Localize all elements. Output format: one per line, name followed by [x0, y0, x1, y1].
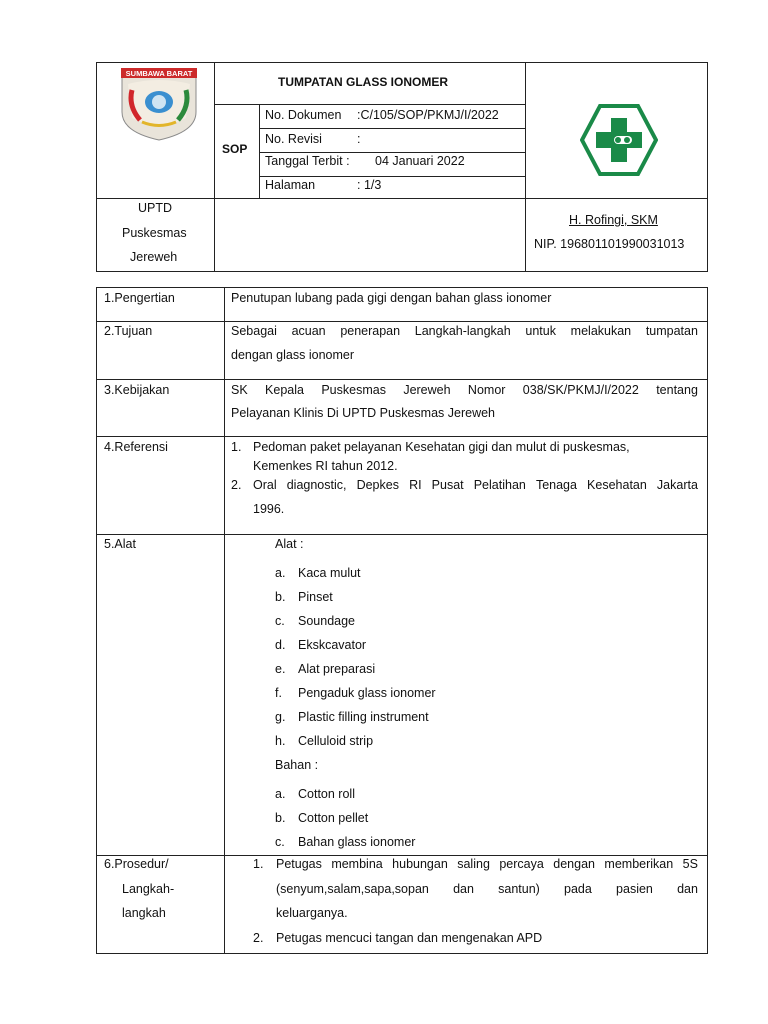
prosedur-label-3: langkah — [122, 906, 166, 920]
list-item: Alat preparasi — [298, 662, 376, 676]
alat-heading: Alat : — [275, 537, 304, 551]
unit-line-2: Puskesmas — [122, 226, 187, 240]
puskesmas-logo — [580, 104, 658, 176]
list-item: Cotton pellet — [298, 811, 369, 825]
revision-value: : — [357, 132, 361, 146]
list-item: Plastic filling instrument — [298, 710, 429, 724]
procedure-1-line-2: (senyum,salam,sapa,sopan dan santun) pada pasien dan — [276, 882, 698, 896]
page-value: : 1/3 — [357, 178, 382, 192]
procedure-2-text: Petugas mencuci tangan dan mengenakan APD — [276, 931, 543, 945]
tujuan-line-1: Sebagai acuan penerapan Langkah-langkah untuk melakukan tumpatan — [231, 324, 698, 338]
revision-label: No. Revisi — [265, 132, 322, 146]
sop-label: SOP — [222, 142, 248, 156]
list-item-number: a. — [275, 566, 286, 580]
pengertian-label: 1.Pengertian — [104, 291, 175, 305]
list-item-number: d. — [275, 638, 286, 652]
page-label: Halaman — [265, 178, 316, 192]
unit-line-1: UPTD — [138, 201, 173, 215]
list-item: Pinset — [298, 590, 333, 604]
list-item-number: a. — [275, 787, 286, 801]
signer-name: H. Rofingi, SKM — [569, 213, 658, 227]
prosedur-label-1: 6.Prosedur/ — [104, 857, 169, 871]
ref-1-number: 1. — [231, 440, 242, 454]
procedure-2-number: 2. — [253, 931, 264, 945]
list-item-number: b. — [275, 590, 286, 604]
list-item-number: c. — [275, 614, 285, 628]
list-item: Bahan glass ionomer — [298, 835, 416, 849]
procedure-1-line-1: Petugas membina hubungan saling percaya dengan memberikan 5S — [276, 857, 698, 871]
list-item: Kaca mulut — [298, 566, 361, 580]
referensi-label: 4.Referensi — [104, 440, 168, 454]
list-item-number: b. — [275, 811, 286, 825]
sumbawa-barat-logo — [118, 66, 200, 142]
ref-2-line-2: 1996. — [253, 502, 285, 516]
list-item: Pengaduk glass ionomer — [298, 686, 436, 700]
ref-1-line-1: Pedoman paket pelayanan Kesehatan gigi dan mulut di puskesmas, — [253, 440, 630, 454]
kebijakan-line-2: Pelayanan Klinis Di UPTD Puskesmas Jereweh — [231, 406, 495, 420]
list-item: Cotton roll — [298, 787, 355, 801]
ref-2-line-1: Oral diagnostic, Depkes RI Pusat Pelatihan Tenaga Kesehatan Jakarta — [253, 478, 698, 492]
unit-line-3: Jereweh — [130, 250, 178, 264]
doc-number-value: :C/105/SOP/PKMJ/I/2022 — [357, 108, 499, 122]
tujuan-label: 2.Tujuan — [104, 324, 153, 338]
procedure-1-line-3: keluarganya. — [276, 906, 348, 920]
bahan-heading: Bahan : — [275, 758, 319, 772]
tujuan-line-2: dengan glass ionomer — [231, 348, 354, 362]
list-item-number: e. — [275, 662, 286, 676]
signer-nip: NIP. 196801101990031013 — [534, 237, 685, 251]
pengertian-text: Penutupan lubang pada gigi dengan bahan glass ionomer — [231, 291, 552, 305]
list-item: Soundage — [298, 614, 356, 628]
list-item-number: f. — [275, 686, 282, 700]
list-item: Ekskcavator — [298, 638, 367, 652]
list-item-number: g. — [275, 710, 286, 724]
ref-2-number: 2. — [231, 478, 242, 492]
doc-number-label: No. Dokumen — [265, 108, 342, 122]
logo-banner-text: SUMBAWA BARAT — [125, 69, 193, 78]
issue-date-value: 04 Januari 2022 — [375, 154, 465, 168]
document-title: TUMPATAN GLASS IONOMER — [278, 75, 448, 89]
prosedur-label-2: Langkah- — [122, 882, 175, 896]
kebijakan-line-1: SK Kepala Puskesmas Jereweh Nomor 038/SK/PKMJ/I/2022 tentang — [231, 383, 698, 397]
list-item-number: h. — [275, 734, 286, 748]
list-item-number: c. — [275, 835, 285, 849]
alat-label: 5.Alat — [104, 537, 136, 551]
list-item: Celluloid strip — [298, 734, 374, 748]
kebijakan-label: 3.Kebijakan — [104, 383, 170, 397]
procedure-1-number: 1. — [253, 857, 264, 871]
ref-1-line-2: Kemenkes RI tahun 2012. — [253, 459, 398, 473]
issue-date-label: Tanggal Terbit : — [265, 154, 350, 168]
